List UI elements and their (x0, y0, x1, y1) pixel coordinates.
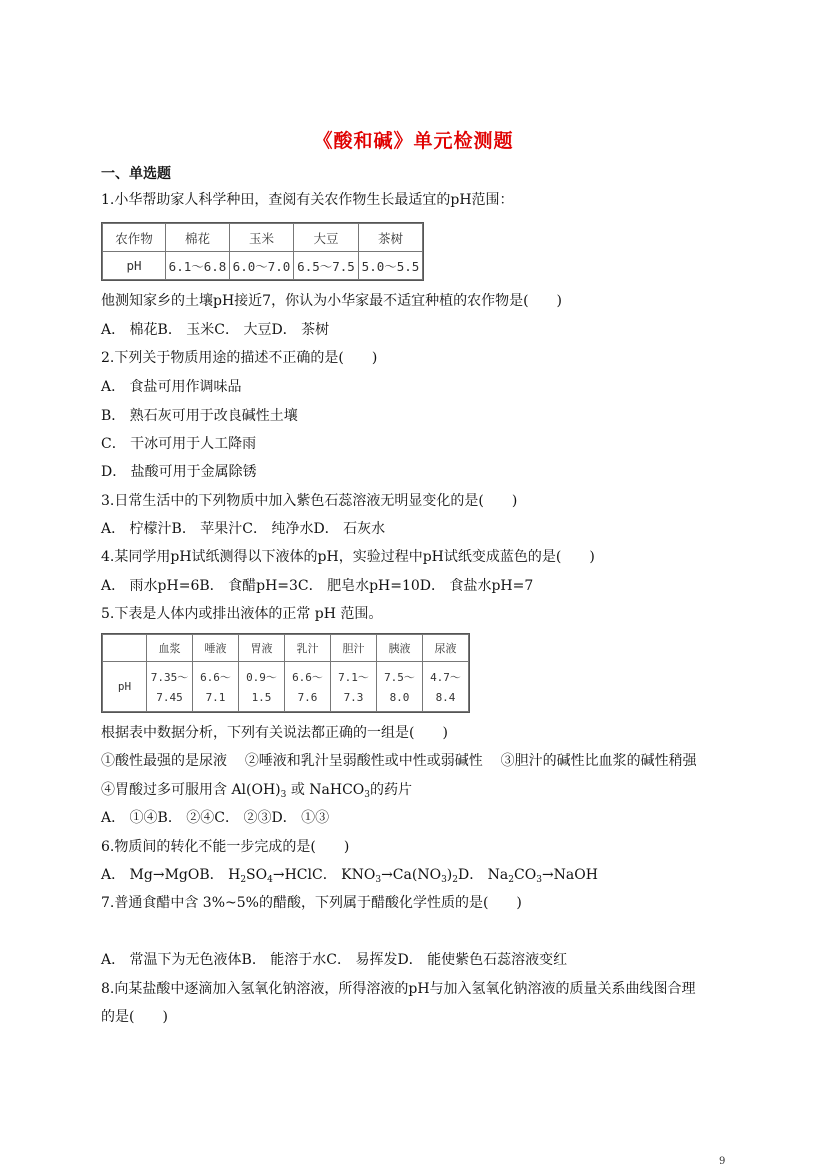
subscript: 3 (364, 790, 371, 800)
q5-question: 根据表中数据分析，下列有关说法都正确的一组是( ) (101, 725, 448, 741)
subscript: 3 (536, 875, 542, 885)
q1-stem: 1.小华帮助家人科学种田，查阅有关农作物生长最适宜的pH范围： (101, 192, 514, 208)
q1-ph-cell: 5.0～5.5 (359, 252, 423, 280)
q6-text: →NaOH (541, 867, 598, 883)
q5-statements-line (101, 752, 697, 770)
subscript: 2 (240, 875, 247, 885)
subscript: 3 (375, 875, 382, 885)
q2-option-b: B． 熟石灰可用于改良碱性土壤 (101, 408, 298, 424)
q5-ph-cell (331, 662, 377, 712)
q5-ph-max: 8.4 (435, 691, 456, 704)
q5-ph-cell (285, 662, 331, 712)
q5-ph-cell (147, 662, 193, 712)
q1-ph-cell: 6.5～7.5 (294, 252, 359, 280)
q5-statement-1: ①酸性最强的是尿液 (101, 753, 227, 769)
q1-crop-cell: 棉花 (166, 224, 230, 252)
q5-fluid-cell: 唾液 (193, 635, 239, 662)
q5-ph-cell (193, 662, 239, 712)
q5-fluid-ph-table (102, 634, 469, 712)
subscript: 2 (452, 875, 458, 885)
q5-fluid-cell: 胰液 (377, 635, 423, 662)
section-heading: 一、单选题 (101, 166, 171, 182)
q5-ph-cell (423, 662, 469, 712)
q5-statement-2: ②唾液和乳汁呈弱酸性或中性或弱碱性 (244, 753, 483, 769)
subscript: 2 (508, 875, 515, 885)
q1-crop-cell: 茶树 (359, 224, 423, 252)
q5-corner-cell (103, 635, 147, 662)
q4-stem: 4.某同学用pH试纸测得以下液体的pH，实验过程中pH试纸变成蓝色的是( ) (101, 549, 595, 565)
q5-options: A． ①④B． ②④C． ②③D． ①③ (101, 810, 330, 826)
q1-crop-cell: 大豆 (294, 224, 359, 252)
q3-stem: 3.日常生活中的下列物质中加入紫色石蕊溶液无明显变化的是( ) (101, 493, 518, 509)
subscript: 3 (441, 875, 447, 885)
q1-header-crop: 农作物 (103, 224, 166, 252)
q5-ph-min: 7.5～ (384, 671, 415, 684)
q1-ph-cell: 6.1～6.8 (166, 252, 230, 280)
q2-option-d: D． 盐酸可用于金属除锈 (101, 464, 257, 480)
q1-ph-cell: 6.0～7.0 (230, 252, 294, 280)
q7-options: A． 常温下为无色液体B． 能溶于水C． 易挥发D． 能使紫色石蕊溶液变红 (101, 952, 568, 968)
q5-ph-min: 0.9～ (246, 671, 277, 684)
q5-fluid-cell: 乳汁 (285, 635, 331, 662)
q5-s4-text: 的药片 (370, 782, 413, 798)
q5-table-frame (101, 633, 470, 713)
q8-stem-line-1: 8.向某盐酸中逐滴加入氢氧化钠溶液，所得溶液的pH与加入氢氧化钠溶液的质量关系曲线图合理 (101, 981, 696, 997)
q6-text: D． Na (458, 867, 509, 883)
q5-ph-max: 8.0 (389, 691, 410, 704)
q5-ph-min: 4.7～ (430, 671, 461, 684)
q6-text: CO (514, 867, 537, 883)
q4-options: A． 雨水pH=6B． 食醋pH=3C． 肥皂水pH=10D． 食盐水pH=7 (101, 578, 534, 594)
q5-ph-min: 7.1～ (338, 671, 369, 684)
q5-fluid-cell: 血浆 (147, 635, 193, 662)
subscript: 4 (267, 875, 273, 885)
q5-fluid-cell: 胆汁 (331, 635, 377, 662)
q1-crop-cell: 玉米 (230, 224, 294, 252)
q6-text: A． Mg→MgOB． H (101, 867, 241, 883)
q1-header-ph: pH (103, 252, 166, 280)
page-number: 9 (719, 1156, 726, 1167)
q6-text: →HClC． KNO (272, 867, 376, 883)
q5-ph-min: 7.35～ (150, 671, 189, 684)
q5-statement-3: ③胆汁的碱性比血浆的碱性稍强 (500, 753, 697, 769)
q1-table-frame (101, 222, 424, 281)
q5-stem: 5.下表是人体内或排出液体的正常 pH 范围。 (101, 606, 383, 622)
q1-options: A． 棉花B． 玉米C． 大豆D． 茶树 (101, 322, 330, 338)
q5-fluid-cell: 胃液 (239, 635, 285, 662)
q5-ph-min: 6.6～ (292, 671, 323, 684)
q5-statement-4 (101, 781, 412, 804)
q5-ph-max: 7.6 (297, 691, 318, 704)
document-title: 《酸和碱》单元检测题 (313, 130, 514, 152)
q1-question: 他测知家乡的土壤pH接近7，你认为小华家最不适宜种植的农作物是( ) (101, 293, 563, 309)
subscript: 3 (280, 790, 287, 800)
q7-stem: 7.普通食醋中含 3%~5%的醋酸，下列属于醋酸化学性质的是( ) (101, 895, 522, 911)
q6-text: →Ca(NO (381, 867, 442, 883)
q3-options: A． 柠檬汁B． 苹果汁C． 纯净水D． 石灰水 (101, 521, 386, 537)
q5-s4-text: ④胃酸过多可服用含 Al(OH) (101, 782, 281, 798)
q6-text: SO (246, 867, 268, 883)
q2-stem: 2.下列关于物质用途的描述不正确的是( ) (101, 350, 378, 366)
q6-text: ) (446, 867, 453, 883)
q6-options (101, 866, 598, 889)
q2-option-c: C． 干冰可用于人工降雨 (101, 436, 257, 452)
q5-ph-max: 7.3 (343, 691, 364, 704)
q5-s4-text: 或 NaHCO (290, 782, 365, 798)
q8-stem-line-2: 的是( ) (101, 1009, 168, 1025)
q1-crop-ph-table (102, 223, 423, 280)
q6-stem: 6.物质间的转化不能一步完成的是( ) (101, 839, 350, 855)
q5-ph-cell (239, 662, 285, 712)
q5-fluid-cell: 尿液 (423, 635, 469, 662)
q5-ph-max: 1.5 (251, 691, 272, 704)
q5-ph-cell (377, 662, 423, 712)
q5-ph-max: 7.1 (205, 691, 226, 704)
q2-option-a: A． 食盐可用作调味品 (101, 379, 242, 395)
q5-ph-max: 7.45 (156, 691, 183, 704)
q5-ph-min: 6.6～ (200, 671, 231, 684)
q5-header-ph: pH (103, 662, 147, 712)
